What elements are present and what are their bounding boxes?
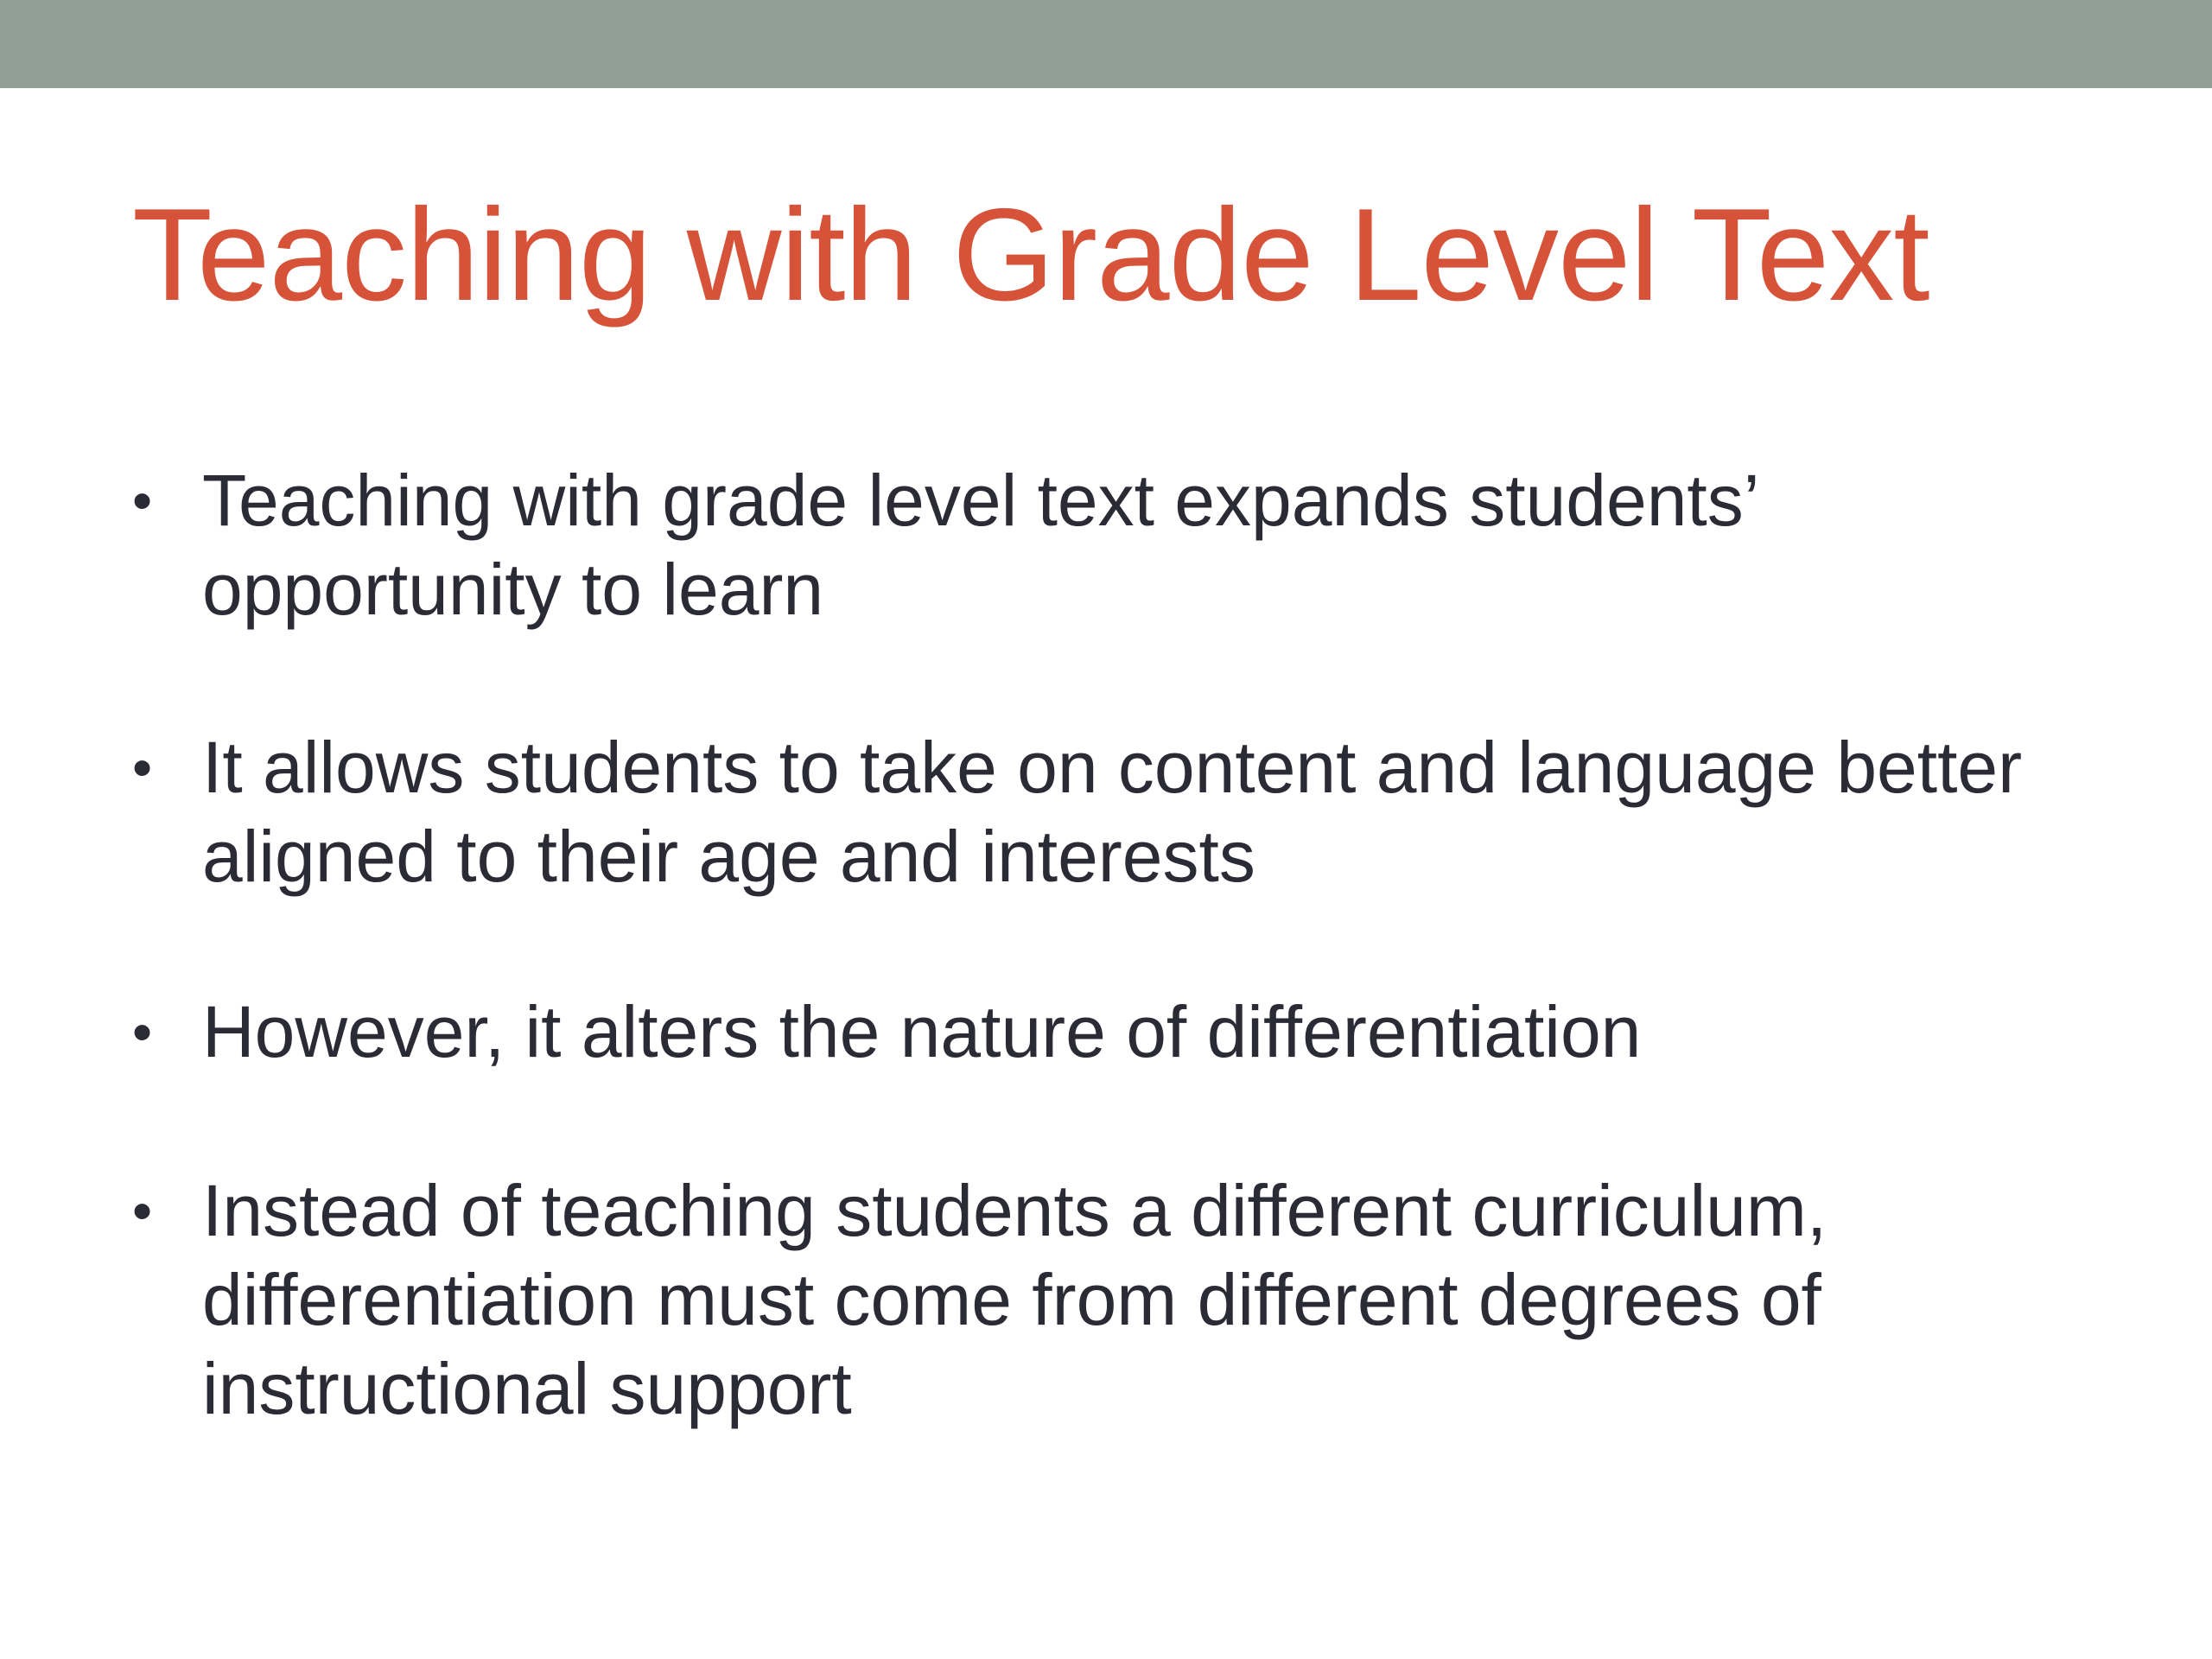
bullet-item (132, 723, 2102, 901)
slide-title: Teaching with Grade Level Text (132, 181, 1929, 328)
bullet-text: It allows students to take on content and language better aligned to their age and interests (202, 727, 2023, 897)
slide-header-bar (0, 0, 2212, 88)
bullet-item (132, 456, 2102, 634)
bullet-text: Instead of teaching students a different curriculum, differentiation must come from different degrees of instructional support (202, 1170, 1827, 1429)
bullet-item (132, 988, 2102, 1077)
bullet-icon: • (132, 1179, 153, 1243)
bullet-text: However, it alters the nature of differentiation (202, 991, 1642, 1072)
bullet-item (132, 1166, 2102, 1433)
bullet-text: Teaching with grade level text expands students’ opportunity to learn (202, 460, 1758, 630)
bullet-icon: • (132, 735, 153, 799)
bullet-icon: • (132, 468, 153, 532)
bullet-icon: • (132, 1000, 153, 1064)
